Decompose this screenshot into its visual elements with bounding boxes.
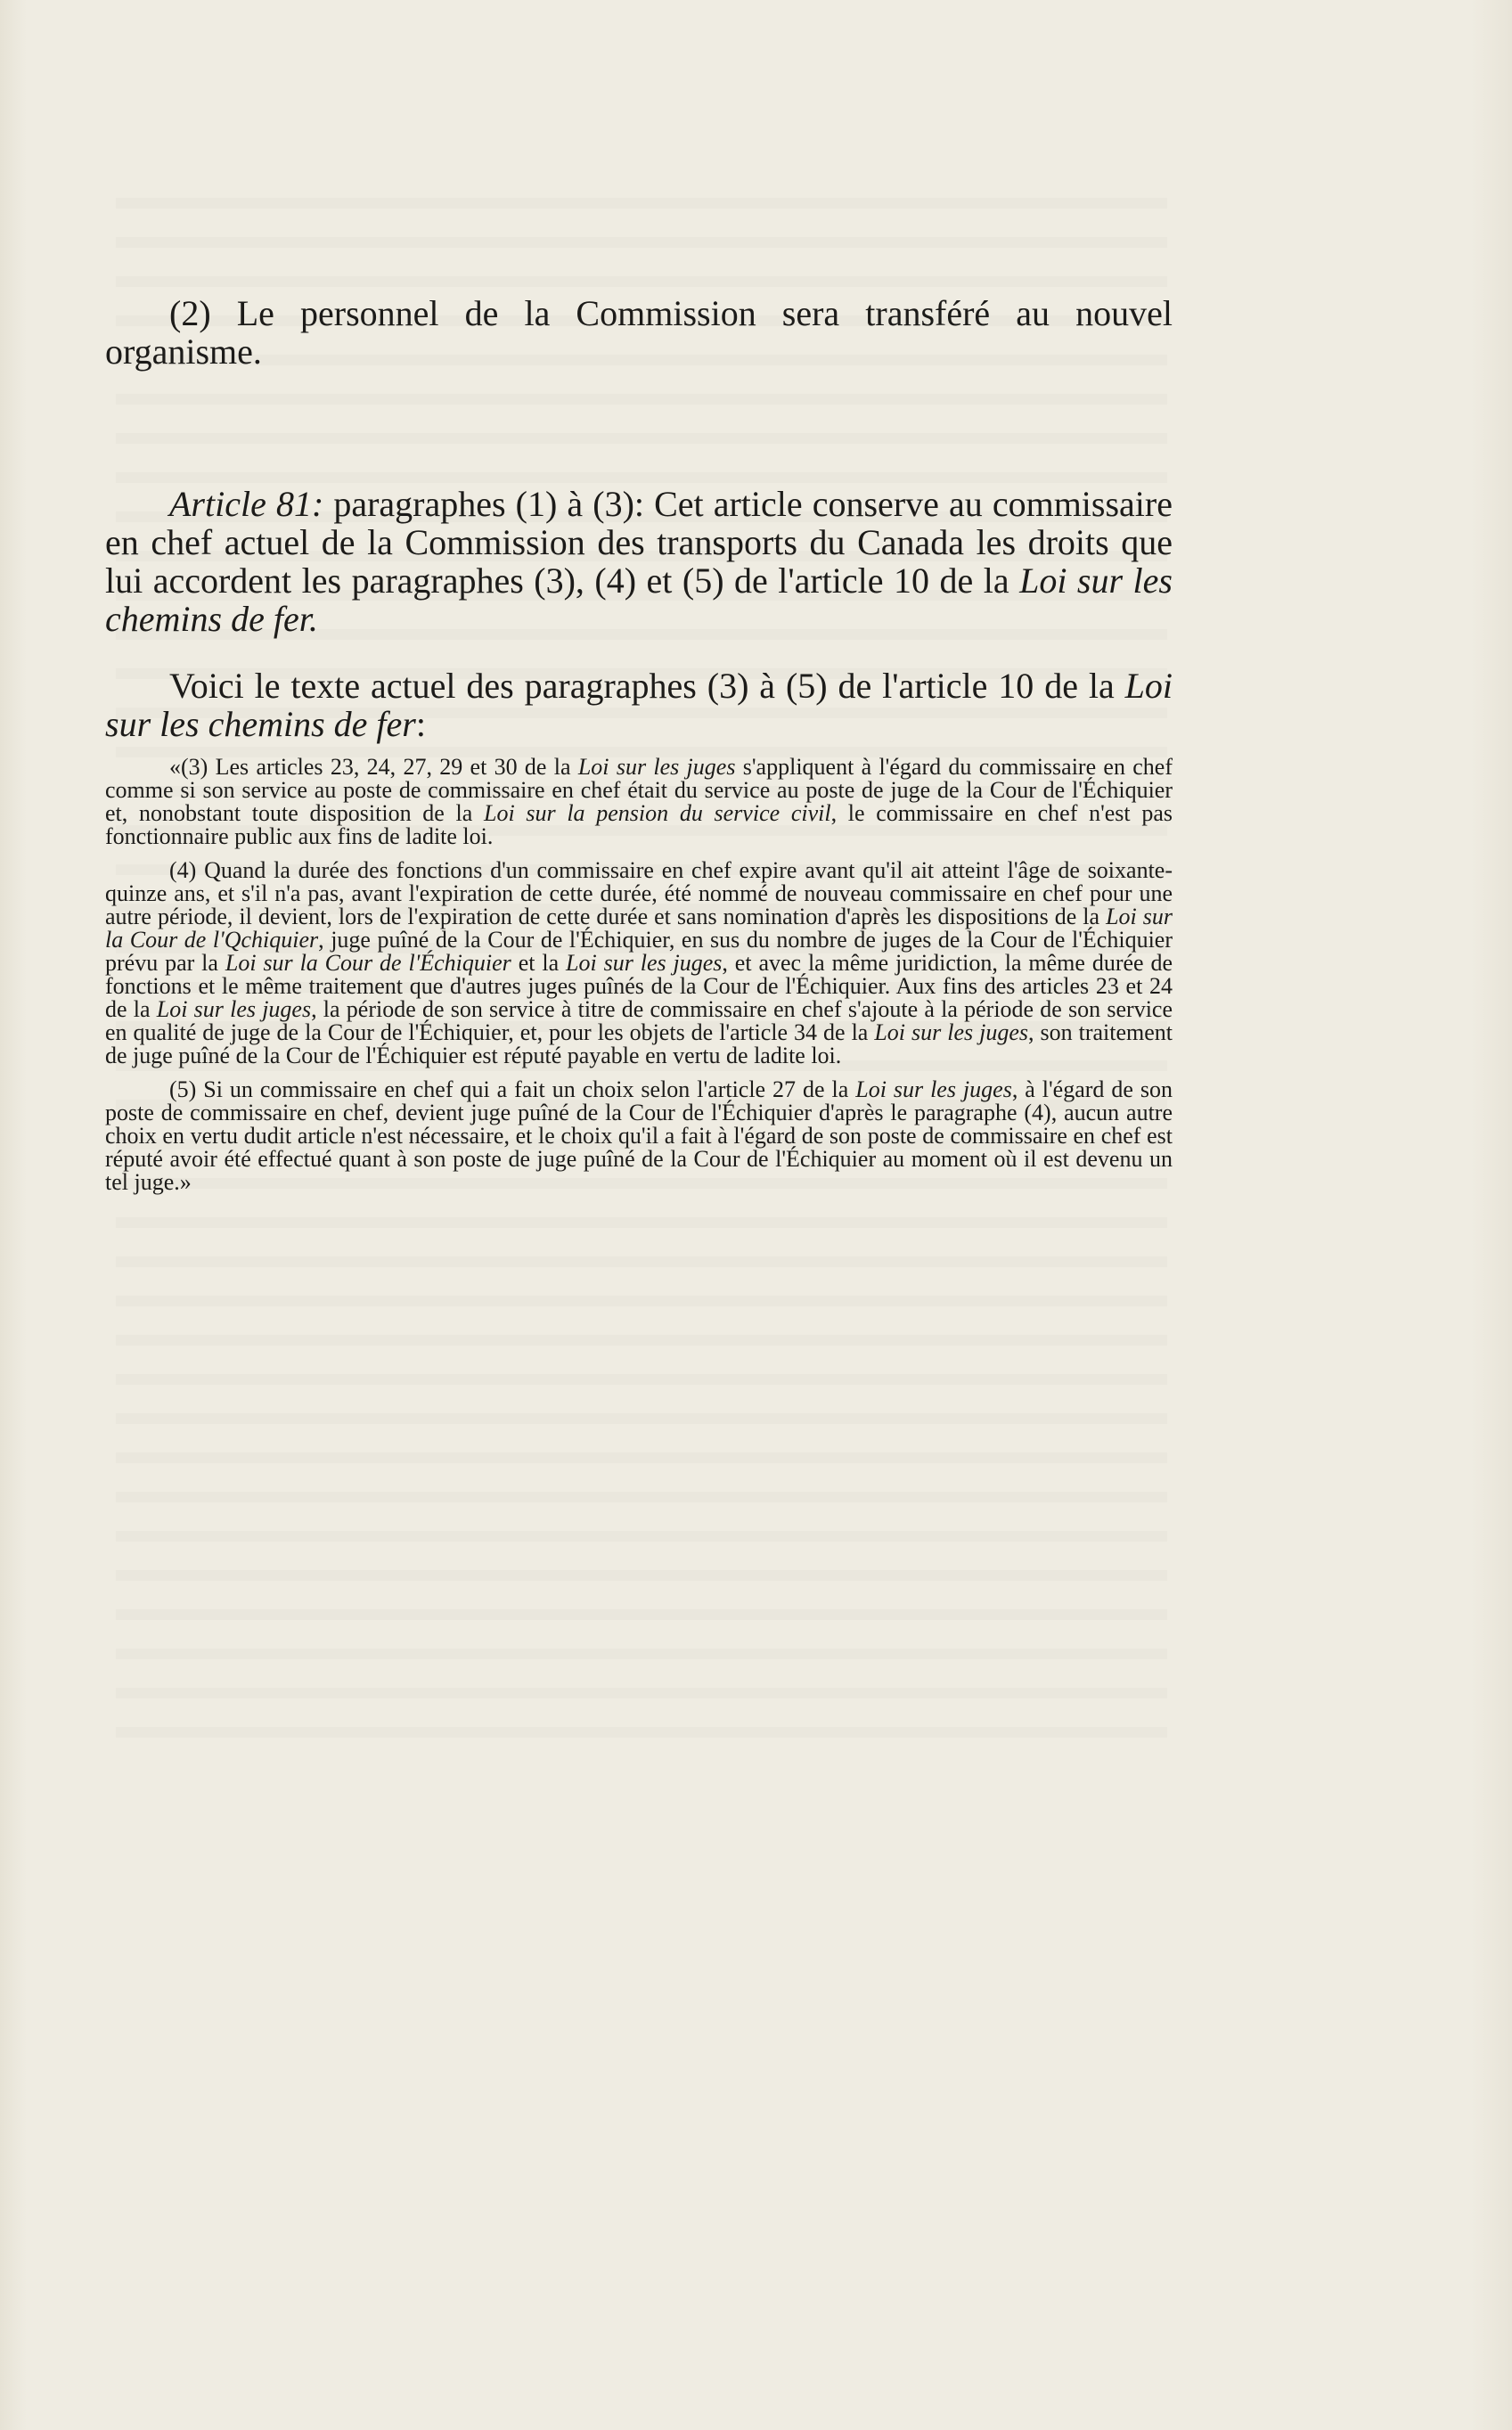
paragraph-voici: Voici le texte actuel des paragraphes (3) à (5) de l'article 10 de la Loi sur les chemins de fer: [105, 666, 1173, 744]
quote-subsection-3: «(3) Les articles 23, 24, 27, 29 et 30 de la Loi sur les juges s'appliquent à l'égard du commissaire en chef comme si son service au poste de commissaire en chef était du service au poste de juge de la Cour de l'Échiquier et, nonobstant toute disposition de la Loi sur la pension du service civil, le commissaire en chef n'est pas fonctionnaire public aux fins de ladite loi. [105, 754, 1173, 849]
article-reference: Article 81: [169, 484, 324, 524]
paragraph-article-81: Article 81: paragraphes (1) à (3): Cet article conserve au commissaire en chef actuel de la Commission des transports du Canada les droits que lui accordent les paragraphes (3), (4) et (5) de l'article 10 de la Loi sur les chemins de fer. [105, 484, 1173, 639]
quote-subsection-5: (5) Si un commissaire en chef qui a fait un choix selon l'article 27 de la Loi sur les juges, à l'égard de son poste de commissaire en chef, devient juge puîné de la Cour de l'Échiquier d'après le paragraphe (4), aucun autre choix en vertu dudit article n'est nécessaire, et le choix qu'il a fait à l'égard de son poste de commissaire en chef est réputé avoir été effectué quant à son poste de juge puîné de la Cour de l'Échiquier au moment où il est devenu un tel juge.» [105, 1076, 1173, 1195]
quote-subsection-4: (4) Quand la durée des fonctions d'un commissaire en chef expire avant qu'il ait atteint l'âge de soixante-quinze ans, et s'il n'a pas, avant l'expiration de cette durée, été nommé de nouveau commissaire en chef pour une autre période, il devient, lors de l'expiration de cette durée et sans nomination d'après les dispositions de la Loi sur la Cour de l'Qchiquier, juge puîné de la Cour de l'Échiquier, en sus du nombre de juges de la Cour de l'Échiquier prévu par la Loi sur la Cour de l'Échiquier et la Loi sur les juges, et avec la même juridiction, la même durée de fonctions et le même traitement que d'autres juges puînés de la Cour de l'Échiquier. Aux fins des articles 23 et 24 de la Loi sur les juges, la période de son service à titre de commissaire en chef s'ajoute à la période de son service en qualité de juge de la Cour de l'Échiquier, et, pour les objets de l'article 34 de la Loi sur les juges, son traitement de juge puîné de la Cour de l'Échiquier est réputé payable en vertu de ladite loi. [105, 857, 1173, 1068]
paragraph-personnel: (2) Le personnel de la Commission sera transféré au nouvel organisme. [105, 293, 1173, 372]
document-body [105, 294, 1173, 1194]
